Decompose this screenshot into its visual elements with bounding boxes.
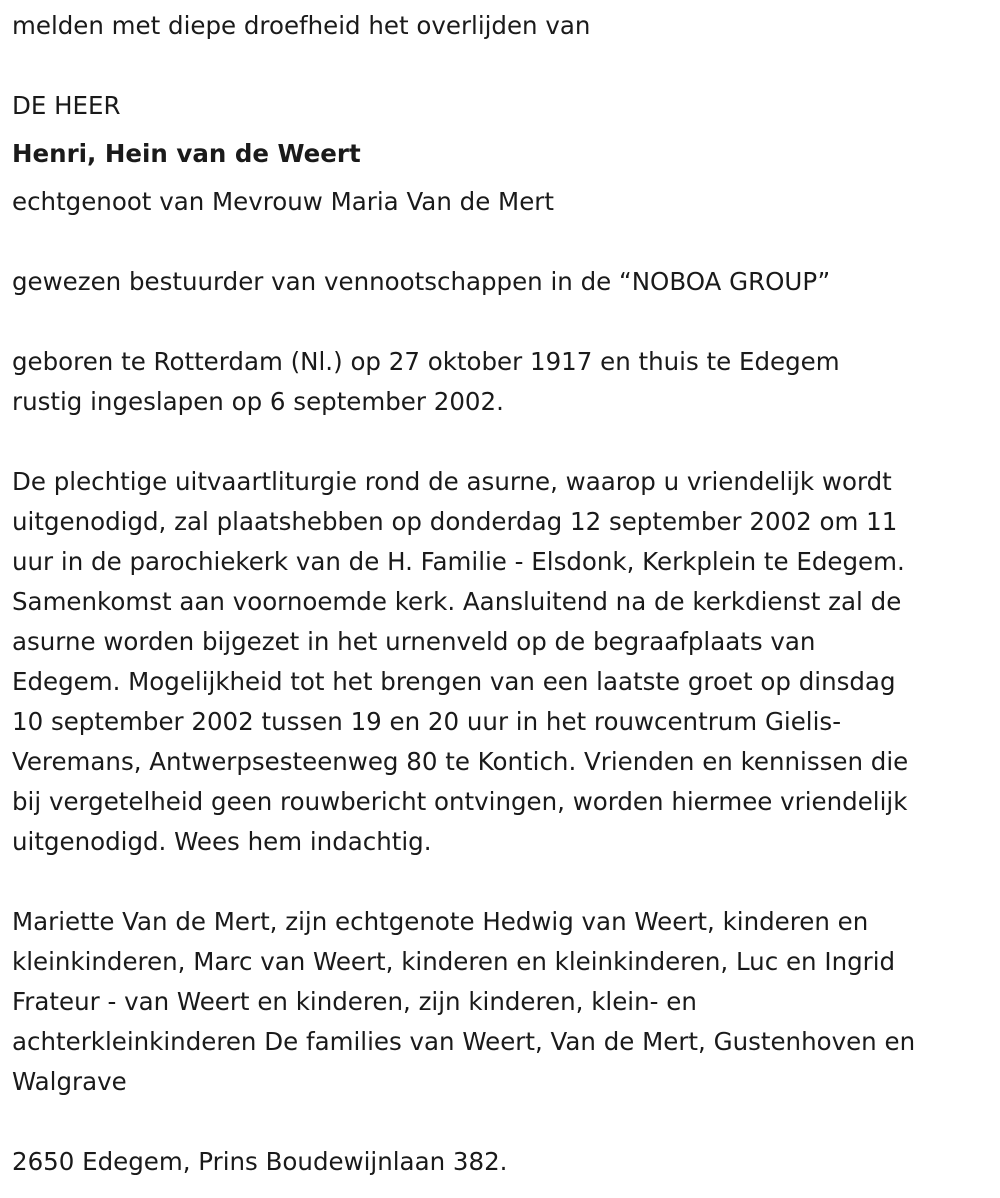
role-line: gewezen bestuurder van vennootschappen in de “NOBOA GROUP”: [12, 267, 831, 296]
spouse-line: echtgenoot van Mevrouw Maria Van de Mert: [12, 187, 554, 216]
birth-paragraph: [12, 342, 840, 422]
family-line: kleinkinderen, Marc van Weert, kinderen en kleinkinderen, Luc en Ingrid: [12, 947, 896, 976]
family-line: Mariette Van de Mert, zijn echtgenote Hedwig van Weert, kinderen en: [12, 907, 869, 936]
address-line: 2650 Edegem, Prins Boudewijnlaan 382.: [12, 1147, 508, 1176]
salutation: DE HEER: [12, 91, 121, 120]
funeral-line: uur in de parochiekerk van de H. Familie - Elsdonk, Kerkplein te Edegem.: [12, 547, 905, 576]
family-line: achterkleinkinderen De families van Weert, Van de Mert, Gustenhoven en: [12, 1027, 916, 1056]
funeral-line: uitgenodigd, zal plaatshebben op donderdag 12 september 2002 om 11: [12, 507, 898, 536]
family-line: Walgrave: [12, 1067, 127, 1096]
birth-line: geboren te Rotterdam (Nl.) op 27 oktober 1917 en thuis te Edegem: [12, 347, 840, 376]
funeral-line: Samenkomst aan voornoemde kerk. Aansluitend na de kerkdienst zal de: [12, 587, 902, 616]
funeral-line: uitgenodigd. Wees hem indachtig.: [12, 827, 432, 856]
funeral-line: De plechtige uitvaartliturgie rond de asurne, waarop u vriendelijk wordt: [12, 467, 892, 496]
funeral-paragraph: [12, 462, 908, 862]
funeral-line: 10 september 2002 tussen 19 en 20 uur in het rouwcentrum Gielis-: [12, 707, 842, 736]
funeral-line: Veremans, Antwerpsesteenweg 80 te Kontich. Vrienden en kennissen die: [12, 747, 909, 776]
intro-text: melden met diepe droefheid het overlijden van: [12, 11, 591, 40]
family-paragraph: [12, 902, 915, 1102]
family-line: Frateur - van Weert en kinderen, zijn kinderen, klein- en: [12, 987, 697, 1016]
birth-line: rustig ingeslapen op 6 september 2002.: [12, 387, 504, 416]
funeral-line: Edegem. Mogelijkheid tot het brengen van een laatste groet op dinsdag: [12, 667, 896, 696]
funeral-line: asurne worden bijgezet in het urnenveld op de begraafplaats van: [12, 627, 816, 656]
deceased-name: Henri, Hein van de Weert: [12, 139, 361, 168]
funeral-line: bij vergetelheid geen rouwbericht ontvingen, worden hiermee vriendelijk: [12, 787, 908, 816]
